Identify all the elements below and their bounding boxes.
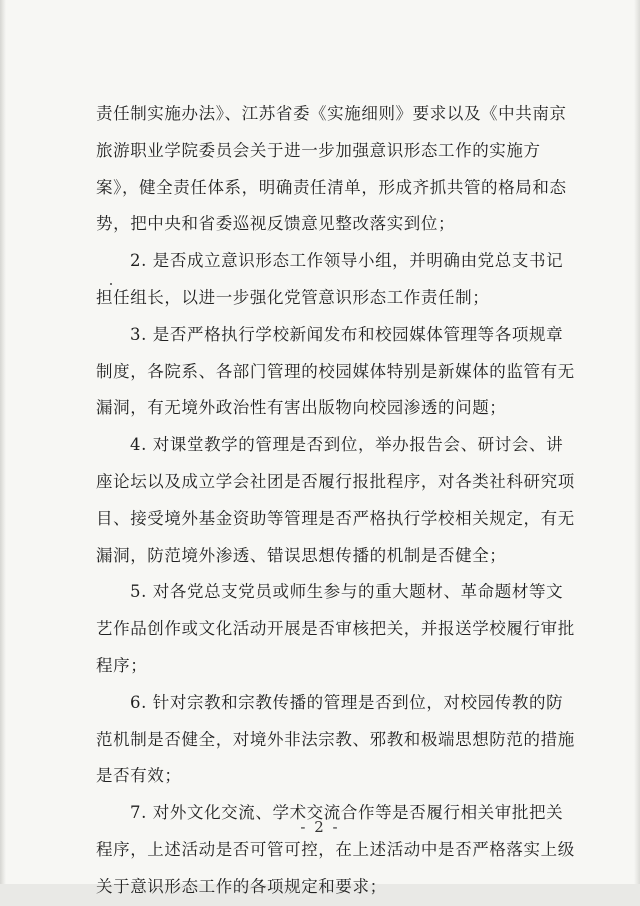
- page-number: - 2 -: [300, 818, 340, 836]
- list-item-7: [96, 795, 575, 905]
- text-line: 制度，各院系、各部门管理的校园媒体特别是新媒体的监管有无: [96, 361, 575, 381]
- text-line: 目、接受境外基金资助等管理是否严格执行学校相关规定，有无: [96, 508, 575, 528]
- text-line: 势，把中央和省委巡视反馈意见整改落实到位；: [96, 214, 456, 234]
- text-line: 漏洞，防范境外渗透、错误思想传播的机制是否健全；: [96, 545, 507, 565]
- text-line: 程序；: [96, 655, 148, 675]
- text-line: 旅游职业学院委员会关于进一步加强意识形态工作的实施方: [96, 140, 541, 160]
- text-line: 4. 对课堂教学的管理是否到位，举办报告会、研讨会、讲: [130, 435, 564, 455]
- document-body: [96, 96, 575, 906]
- scan-edge-left: [0, 0, 6, 884]
- text-line: 7. 对外文化交流、学术交流合作等是否履行相关审批把关: [130, 803, 564, 823]
- text-line: 5. 对各党总支党员或师生参与的重大题材、革命题材等文: [130, 582, 564, 602]
- list-item-6: [96, 685, 575, 795]
- list-item-5: [96, 574, 575, 684]
- text-line: 2. 是否成立意识形态工作领导小组，并明确由党总支书记: [130, 251, 564, 271]
- text-line: 座论坛以及成立学会社团是否履行报批程序，对各类社科研究项: [96, 471, 575, 491]
- text-line: 艺作品创作或文化活动开展是否审核把关，并报送学校履行审批: [96, 619, 575, 639]
- text-line: 是否有效；: [96, 766, 182, 786]
- text-line: 漏洞，有无境外政治性有害出版物向校园渗透的问题；: [96, 398, 507, 418]
- text-line: 程序，上述活动是否可管可控，在上述活动中是否严格落实上级: [96, 839, 575, 859]
- list-item-3: [96, 317, 575, 427]
- scan-edge-right: [634, 0, 640, 884]
- text-line: 责任制实施办法》、江苏省委《实施细则》要求以及《中共南京: [96, 104, 567, 123]
- text-line: 范机制是否健全，对境外非法宗教、邪教和极端思想防范的措施: [96, 729, 575, 749]
- text-line: 担任组长，以进一步强化党管意识形态工作责任制；: [96, 287, 490, 307]
- text-line: 6. 针对宗教和宗教传播的管理是否到位，对校园传教的防: [130, 692, 564, 712]
- text-line: 3. 是否严格执行学校新闻发布和校园媒体管理等各项规章: [130, 324, 564, 344]
- paragraph-continuation: [96, 96, 567, 243]
- list-item-2: [96, 243, 564, 317]
- list-item-4: [96, 427, 575, 574]
- text-line: 关于意识形态工作的各项规定和要求；: [96, 876, 387, 896]
- text-line: 案》，健全责任体系，明确责任清单，形成齐抓共管的格局和态: [96, 177, 567, 197]
